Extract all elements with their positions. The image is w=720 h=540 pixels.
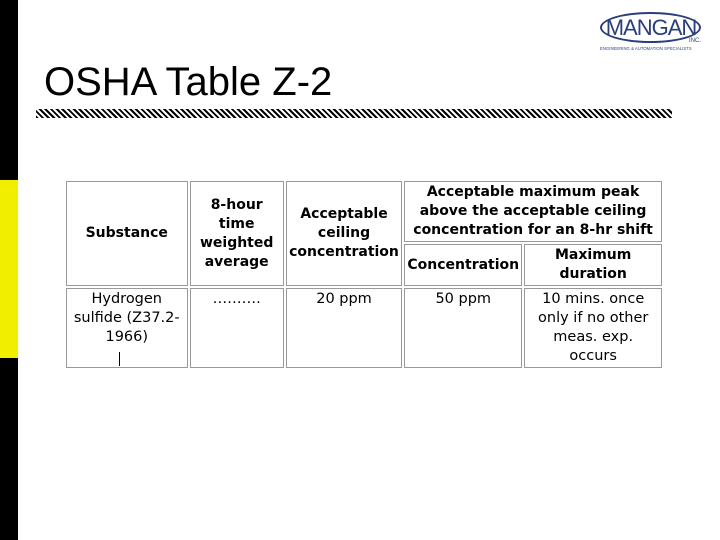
- cell-twa: ……….: [190, 288, 284, 368]
- text-cursor: [119, 352, 120, 366]
- cell-peak-duration: 10 mins. once only if no other meas. exp. occurs: [524, 288, 662, 368]
- header-twa: 8-hour time weighted average: [190, 181, 284, 286]
- logo-name: MANGAN: [605, 15, 697, 40]
- table-container: [66, 179, 666, 364]
- table-header-row: [66, 181, 662, 242]
- left-accent-bar: [0, 180, 18, 358]
- logo-inc: INC.: [689, 38, 701, 44]
- company-logo: [596, 10, 708, 54]
- header-ceiling: Acceptable ceiling concentration: [286, 181, 402, 286]
- cell-substance: Hydrogen sulfide (Z37.2-1966): [66, 288, 188, 368]
- header-peak-concentration: Concentration: [404, 244, 522, 286]
- table-row: [66, 288, 662, 368]
- header-peak-group: Acceptable maximum peak above the acceptable ceiling concentration for an 8-hr shift: [404, 181, 662, 242]
- osha-z2-table: [64, 179, 664, 370]
- cell-ceiling: 20 ppm: [286, 288, 402, 368]
- header-substance: Substance: [66, 181, 188, 286]
- logo-tagline: ENGINEERING & AUTOMATION SPECIALISTS: [600, 46, 692, 51]
- title-underline-hatch: [36, 109, 672, 118]
- slide-title: OSHA Table Z-2: [44, 60, 333, 104]
- header-peak-duration: Maximum duration: [524, 244, 662, 286]
- cell-peak-concentration: 50 ppm: [404, 288, 522, 368]
